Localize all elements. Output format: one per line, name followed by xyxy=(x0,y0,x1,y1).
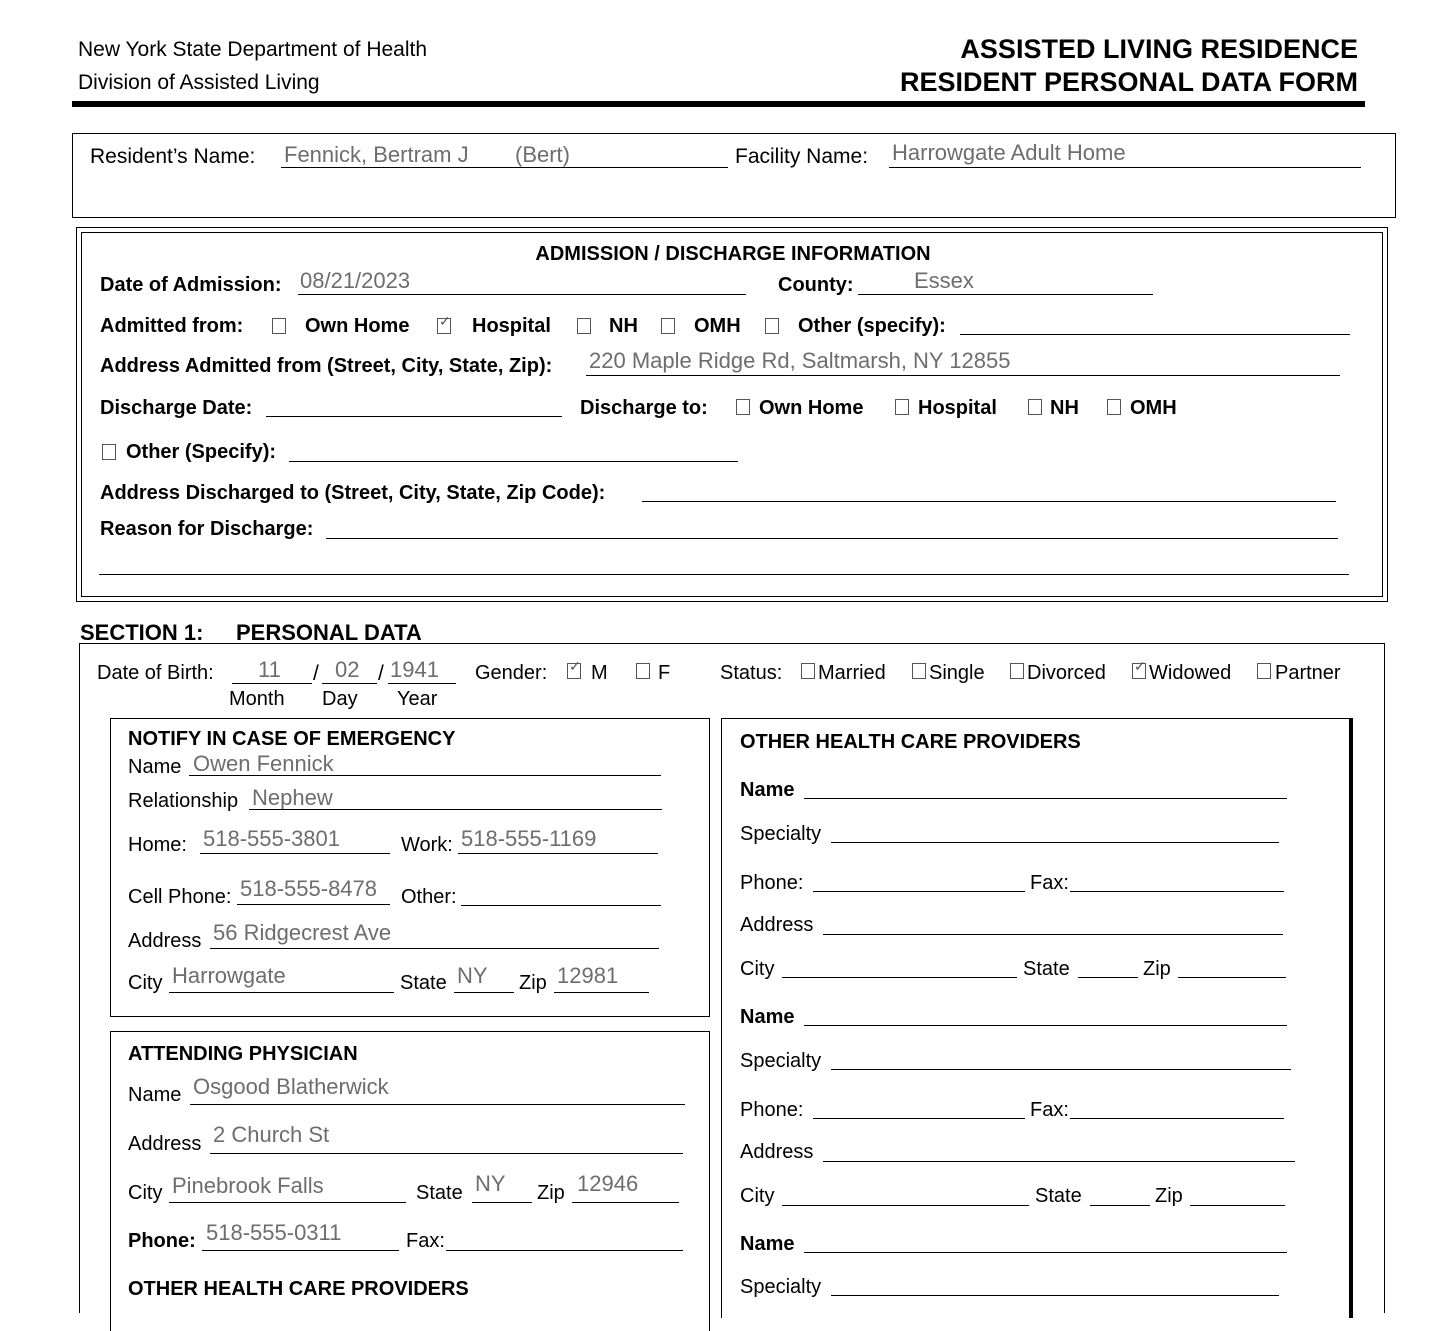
county-label: County: xyxy=(778,274,854,296)
emergency-heading: NOTIFY IN CASE OF EMERGENCY xyxy=(128,728,456,750)
dob-year-value[interactable]: 1941 xyxy=(390,657,439,682)
provider1-state-line xyxy=(1078,977,1138,978)
discharge-own-home-checkbox[interactable] xyxy=(736,399,750,415)
admitted-other-line xyxy=(960,334,1350,335)
address-discharged-line xyxy=(642,501,1336,502)
facility-name-line xyxy=(889,167,1361,168)
emergency-home-label: Home: xyxy=(128,834,187,856)
provider2-address-label: Address xyxy=(740,1141,814,1163)
dob-separator-1: / xyxy=(313,662,319,685)
emergency-cell-label: Cell Phone: xyxy=(128,886,232,908)
discharge-other-checkbox[interactable] xyxy=(102,444,116,460)
physician-name-label: Name xyxy=(128,1084,182,1106)
discharge-other-label: Other (Specify): xyxy=(126,441,277,463)
emergency-city-value[interactable]: Harrowgate xyxy=(172,963,286,988)
provider1-address-line xyxy=(823,934,1283,935)
county-line xyxy=(858,294,1153,295)
status-married-checkbox[interactable] xyxy=(801,663,815,679)
gender-m-label: M xyxy=(591,662,608,684)
discharge-other-line xyxy=(289,461,738,462)
physician-fax-line xyxy=(446,1250,683,1251)
provider2-zip-line xyxy=(1190,1205,1285,1206)
address-admitted-value[interactable]: 220 Maple Ridge Rd, Saltmarsh, NY 12855 xyxy=(589,348,1011,373)
provider1-specialty-line xyxy=(831,842,1279,843)
check-mark-icon: ✓ xyxy=(1134,658,1146,674)
providers-box xyxy=(721,718,1353,1318)
emergency-work-line xyxy=(458,853,658,854)
resident-name-value[interactable]: Fennick, Bertram J xyxy=(284,142,469,167)
provider2-phone-line xyxy=(813,1118,1025,1119)
emergency-relationship-line xyxy=(249,809,662,810)
gender-label: Gender: xyxy=(475,662,548,684)
provider3-specialty-line xyxy=(831,1295,1279,1296)
emergency-state-line xyxy=(454,992,514,993)
provider2-fax-line xyxy=(1070,1118,1284,1119)
resident-name-line xyxy=(281,167,728,168)
provider1-name-line xyxy=(804,798,1287,799)
county-value[interactable]: Essex xyxy=(914,268,974,293)
providers-heading: OTHER HEALTH CARE PROVIDERS xyxy=(740,731,1081,753)
admitted-nh-checkbox[interactable] xyxy=(577,318,591,334)
provider2-name-line xyxy=(804,1025,1287,1026)
provider1-phone-label: Phone: xyxy=(740,872,804,894)
admitted-hospital-label: Hospital xyxy=(472,315,551,337)
reason-line-2 xyxy=(99,574,1349,575)
provider3-name-label: Name xyxy=(740,1233,795,1255)
discharge-nh-label: NH xyxy=(1050,397,1079,419)
emergency-relationship-label: Relationship xyxy=(128,790,239,812)
provider2-state-line xyxy=(1090,1205,1150,1206)
provider1-address-label: Address xyxy=(740,914,814,936)
discharge-omh-label: OMH xyxy=(1130,397,1177,419)
physician-phone-line xyxy=(202,1250,399,1251)
admitted-own-home-label: Own Home xyxy=(305,315,410,337)
physician-heading: ATTENDING PHYSICIAN xyxy=(128,1043,358,1065)
status-divorced-checkbox[interactable] xyxy=(1010,663,1024,679)
dob-year-line xyxy=(388,683,456,684)
dob-day-value[interactable]: 02 xyxy=(335,657,360,682)
provider2-state-label: State xyxy=(1035,1185,1082,1207)
admitted-omh-label: OMH xyxy=(694,315,741,337)
admitted-own-home-checkbox[interactable] xyxy=(272,318,286,334)
status-label: Status: xyxy=(720,662,783,684)
reason-label: Reason for Discharge: xyxy=(100,518,314,540)
admitted-other-label: Other (specify): xyxy=(798,315,946,337)
provider2-city-label: City xyxy=(740,1185,775,1207)
emergency-work-label: Work: xyxy=(401,834,453,856)
emergency-state-label: State xyxy=(400,972,447,994)
emergency-address-value[interactable]: 56 Ridgecrest Ave xyxy=(213,920,392,945)
provider1-fax-line xyxy=(1070,891,1284,892)
provider1-zip-line xyxy=(1178,977,1286,978)
provider1-city-line xyxy=(782,977,1017,978)
discharge-nh-checkbox[interactable] xyxy=(1028,399,1042,415)
resident-nickname-value[interactable]: (Bert) xyxy=(515,142,570,167)
dob-separator-2: / xyxy=(378,662,384,685)
provider2-city-line xyxy=(782,1205,1029,1206)
division-name: Division of Assisted Living xyxy=(78,71,320,94)
emergency-name-line xyxy=(189,775,661,776)
emergency-name-label: Name xyxy=(128,756,182,778)
physician-zip-value[interactable]: 12946 xyxy=(577,1171,639,1196)
status-single-checkbox[interactable] xyxy=(912,663,926,679)
resident-name-label: Resident’s Name: xyxy=(90,145,256,168)
status-partner-checkbox[interactable] xyxy=(1257,663,1271,679)
emergency-city-line xyxy=(169,992,394,993)
provider2-zip-label: Zip xyxy=(1155,1185,1183,1207)
physician-city-value[interactable]: Pinebrook Falls xyxy=(172,1173,324,1198)
provider2-specialty-label: Specialty xyxy=(740,1050,822,1072)
physician-zip-label: Zip xyxy=(537,1182,565,1204)
physician-phone-label: Phone: xyxy=(128,1230,196,1252)
provider2-specialty-line xyxy=(831,1069,1291,1070)
emergency-cell-value[interactable]: 518-555-8478 xyxy=(240,876,378,901)
section1-title: PERSONAL DATA xyxy=(236,620,422,645)
emergency-relationship-value[interactable]: Nephew xyxy=(252,785,333,810)
discharge-date-line xyxy=(266,416,562,417)
status-widowed-checkbox[interactable] xyxy=(1132,658,1146,679)
emergency-work-value[interactable]: 518-555-1169 xyxy=(461,826,597,851)
admitted-omh-checkbox[interactable] xyxy=(661,318,675,334)
address-admitted-line xyxy=(586,375,1340,376)
dob-day-line xyxy=(322,683,377,684)
emergency-zip-line xyxy=(554,992,649,993)
physician-city-line xyxy=(169,1202,406,1203)
physician-city-label: City xyxy=(128,1182,163,1204)
department-name: New York State Department of Health xyxy=(78,38,428,61)
dob-label: Date of Birth: xyxy=(97,662,214,684)
status-single-label: Single xyxy=(929,662,985,684)
gender-f-label: F xyxy=(658,662,671,684)
provider1-name-label: Name xyxy=(740,779,795,801)
provider2-name-label: Name xyxy=(740,1006,795,1028)
discharge-to-label: Discharge to: xyxy=(580,397,708,419)
emergency-address-label: Address xyxy=(128,930,202,952)
emergency-name-value[interactable]: Owen Fennick xyxy=(193,751,334,776)
admission-date-value[interactable]: 08/21/2023 xyxy=(300,268,411,293)
emergency-cell-line xyxy=(237,904,390,905)
admitted-other-checkbox[interactable] xyxy=(765,318,779,334)
dob-month-line xyxy=(232,683,312,684)
provider1-fax-label: Fax: xyxy=(1030,872,1069,894)
admission-date-line xyxy=(298,294,746,295)
gender-f-checkbox[interactable] xyxy=(636,663,650,679)
provider1-city-label: City xyxy=(740,958,775,980)
admission-heading: ADMISSION / DISCHARGE INFORMATION xyxy=(535,243,931,265)
gender-m-checkbox[interactable] xyxy=(567,658,581,679)
header-rule xyxy=(72,101,1365,107)
admitted-nh-label: NH xyxy=(609,315,638,337)
provider1-phone-line xyxy=(813,891,1025,892)
physician-name-value[interactable]: Osgood Blatherwick xyxy=(193,1074,389,1099)
physician-address-line xyxy=(210,1153,683,1154)
physician-name-line xyxy=(190,1104,685,1105)
admitted-from-label: Admitted from: xyxy=(100,315,244,337)
provider3-name-line xyxy=(804,1252,1287,1253)
status-widowed-label: Widowed xyxy=(1149,662,1232,684)
physician-state-line xyxy=(472,1202,532,1203)
emergency-state-value[interactable]: NY xyxy=(457,963,488,988)
discharge-hospital-checkbox[interactable] xyxy=(895,399,909,415)
provider2-phone-label: Phone: xyxy=(740,1099,804,1121)
physician-phone-value[interactable]: 518-555-0311 xyxy=(206,1220,342,1245)
physician-address-value[interactable]: 2 Church St xyxy=(213,1122,330,1147)
admission-date-label: Date of Admission: xyxy=(100,274,282,296)
status-partner-label: Partner xyxy=(1275,662,1341,684)
physician-fax-label: Fax: xyxy=(406,1230,445,1252)
emergency-other-line xyxy=(461,905,661,906)
discharge-hospital-label: Hospital xyxy=(918,397,997,419)
provider2-fax-label: Fax: xyxy=(1030,1099,1069,1121)
dob-month-caption: Month xyxy=(229,688,285,710)
reason-line xyxy=(326,538,1338,539)
address-admitted-label: Address Admitted from (Street, City, State, Zip): xyxy=(100,355,553,377)
emergency-zip-value[interactable]: 12981 xyxy=(557,963,619,988)
discharge-omh-checkbox[interactable] xyxy=(1107,399,1121,415)
emergency-address-line xyxy=(210,948,659,949)
provider2-address-line xyxy=(823,1161,1295,1162)
physician-state-value[interactable]: NY xyxy=(475,1171,506,1196)
emergency-zip-label: Zip xyxy=(519,972,547,994)
address-discharged-label: Address Discharged to (Street, City, State, Zip Code): xyxy=(100,482,606,504)
check-mark-icon: ✓ xyxy=(439,313,451,329)
check-mark-icon: ✓ xyxy=(569,658,581,674)
dob-year-caption: Year xyxy=(397,688,438,710)
facility-name-label: Facility Name: xyxy=(735,145,869,168)
physician-zip-line xyxy=(572,1202,679,1203)
emergency-home-value[interactable]: 518-555-3801 xyxy=(203,826,341,851)
facility-name-value[interactable]: Harrowgate Adult Home xyxy=(892,140,1126,165)
emergency-home-line xyxy=(200,853,390,854)
form-title-line1: ASSISTED LIVING RESIDENCE xyxy=(960,34,1358,64)
physician-address-label: Address xyxy=(128,1133,202,1155)
status-married-label: Married xyxy=(818,662,886,684)
discharge-date-label: Discharge Date: xyxy=(100,397,253,419)
physician-state-label: State xyxy=(416,1182,463,1204)
discharge-own-home-label: Own Home xyxy=(759,397,864,419)
provider3-specialty-label: Specialty xyxy=(740,1276,822,1298)
dob-month-value[interactable]: 11 xyxy=(258,657,281,682)
admitted-hospital-checkbox[interactable] xyxy=(437,313,451,334)
emergency-city-label: City xyxy=(128,972,163,994)
resident-box xyxy=(72,133,1396,218)
status-divorced-label: Divorced xyxy=(1027,662,1106,684)
other-providers-heading-left: OTHER HEALTH CARE PROVIDERS xyxy=(128,1278,469,1300)
section1-number: SECTION 1: xyxy=(80,620,204,645)
provider1-zip-label: Zip xyxy=(1143,958,1171,980)
dob-day-caption: Day xyxy=(322,688,358,710)
provider1-state-label: State xyxy=(1023,958,1070,980)
emergency-other-label: Other: xyxy=(401,886,457,908)
form-title-line2: RESIDENT PERSONAL DATA FORM xyxy=(899,67,1358,97)
provider1-specialty-label: Specialty xyxy=(740,823,822,845)
